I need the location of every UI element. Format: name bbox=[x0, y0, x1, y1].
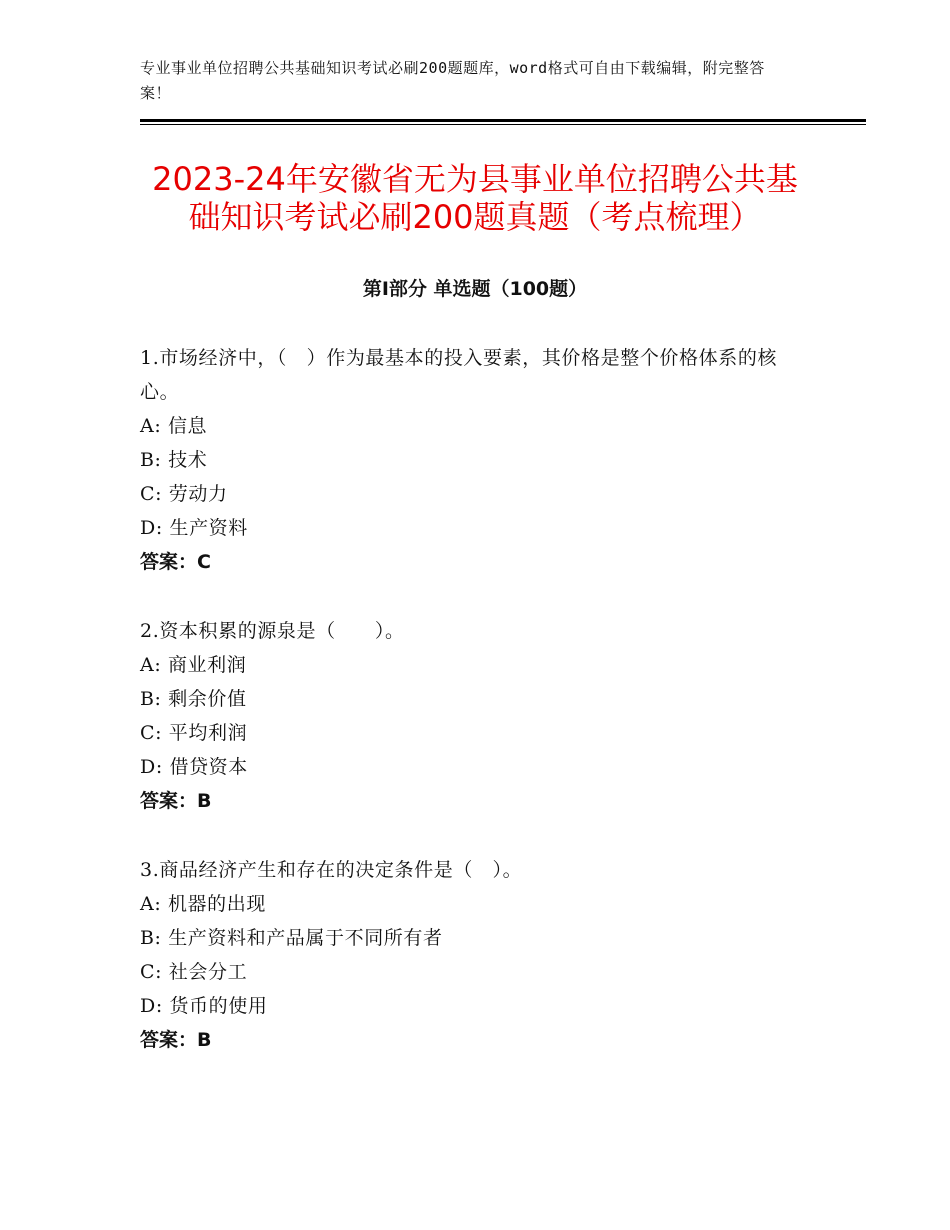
answer: 答案：B bbox=[140, 1029, 212, 1051]
header-rule-thin bbox=[140, 124, 866, 125]
option-b: B: 生产资料和产品属于不同所有者 bbox=[140, 927, 443, 949]
question-stem: 1.市场经济中，（ ）作为最基本的投入要素，其价格是整个价格体系的核心。 bbox=[140, 347, 778, 403]
option-a: A: 商业利润 bbox=[140, 654, 247, 676]
option-c: C: 劳动力 bbox=[140, 483, 228, 505]
question-stem: 2.资本积累的源泉是（ ）。 bbox=[140, 620, 405, 642]
option-b: B: 剩余价值 bbox=[140, 688, 247, 710]
option-a: A: 机器的出现 bbox=[140, 893, 266, 915]
question-stem: 3.商品经济产生和存在的决定条件是（ ）。 bbox=[140, 859, 523, 881]
option-c: C: 平均利润 bbox=[140, 722, 248, 744]
header-note: 专业事业单位招聘公共基础知识考试必刷200题题库，word格式可自由下载编辑，附完整答案！ bbox=[140, 59, 765, 102]
answer: 答案：B bbox=[140, 790, 212, 812]
option-a: A: 信息 bbox=[140, 415, 208, 437]
document-title: 2023-24年安徽省无为县事业单位招聘公共基础知识考试必刷200题真题（考点梳理） bbox=[152, 160, 798, 236]
section-title: 第Ⅰ部分 单选题（100题） bbox=[362, 278, 588, 300]
question-1 bbox=[140, 341, 810, 579]
question-3 bbox=[140, 853, 810, 1057]
option-c: C: 社会分工 bbox=[140, 961, 248, 983]
option-d: D: 借贷资本 bbox=[140, 756, 248, 778]
option-d: D: 货币的使用 bbox=[140, 995, 268, 1017]
question-2 bbox=[140, 614, 810, 818]
option-b: B: 技术 bbox=[140, 449, 208, 471]
option-d: D: 生产资料 bbox=[140, 517, 248, 539]
header-rule-thick bbox=[140, 119, 866, 122]
answer: 答案：C bbox=[140, 551, 211, 573]
